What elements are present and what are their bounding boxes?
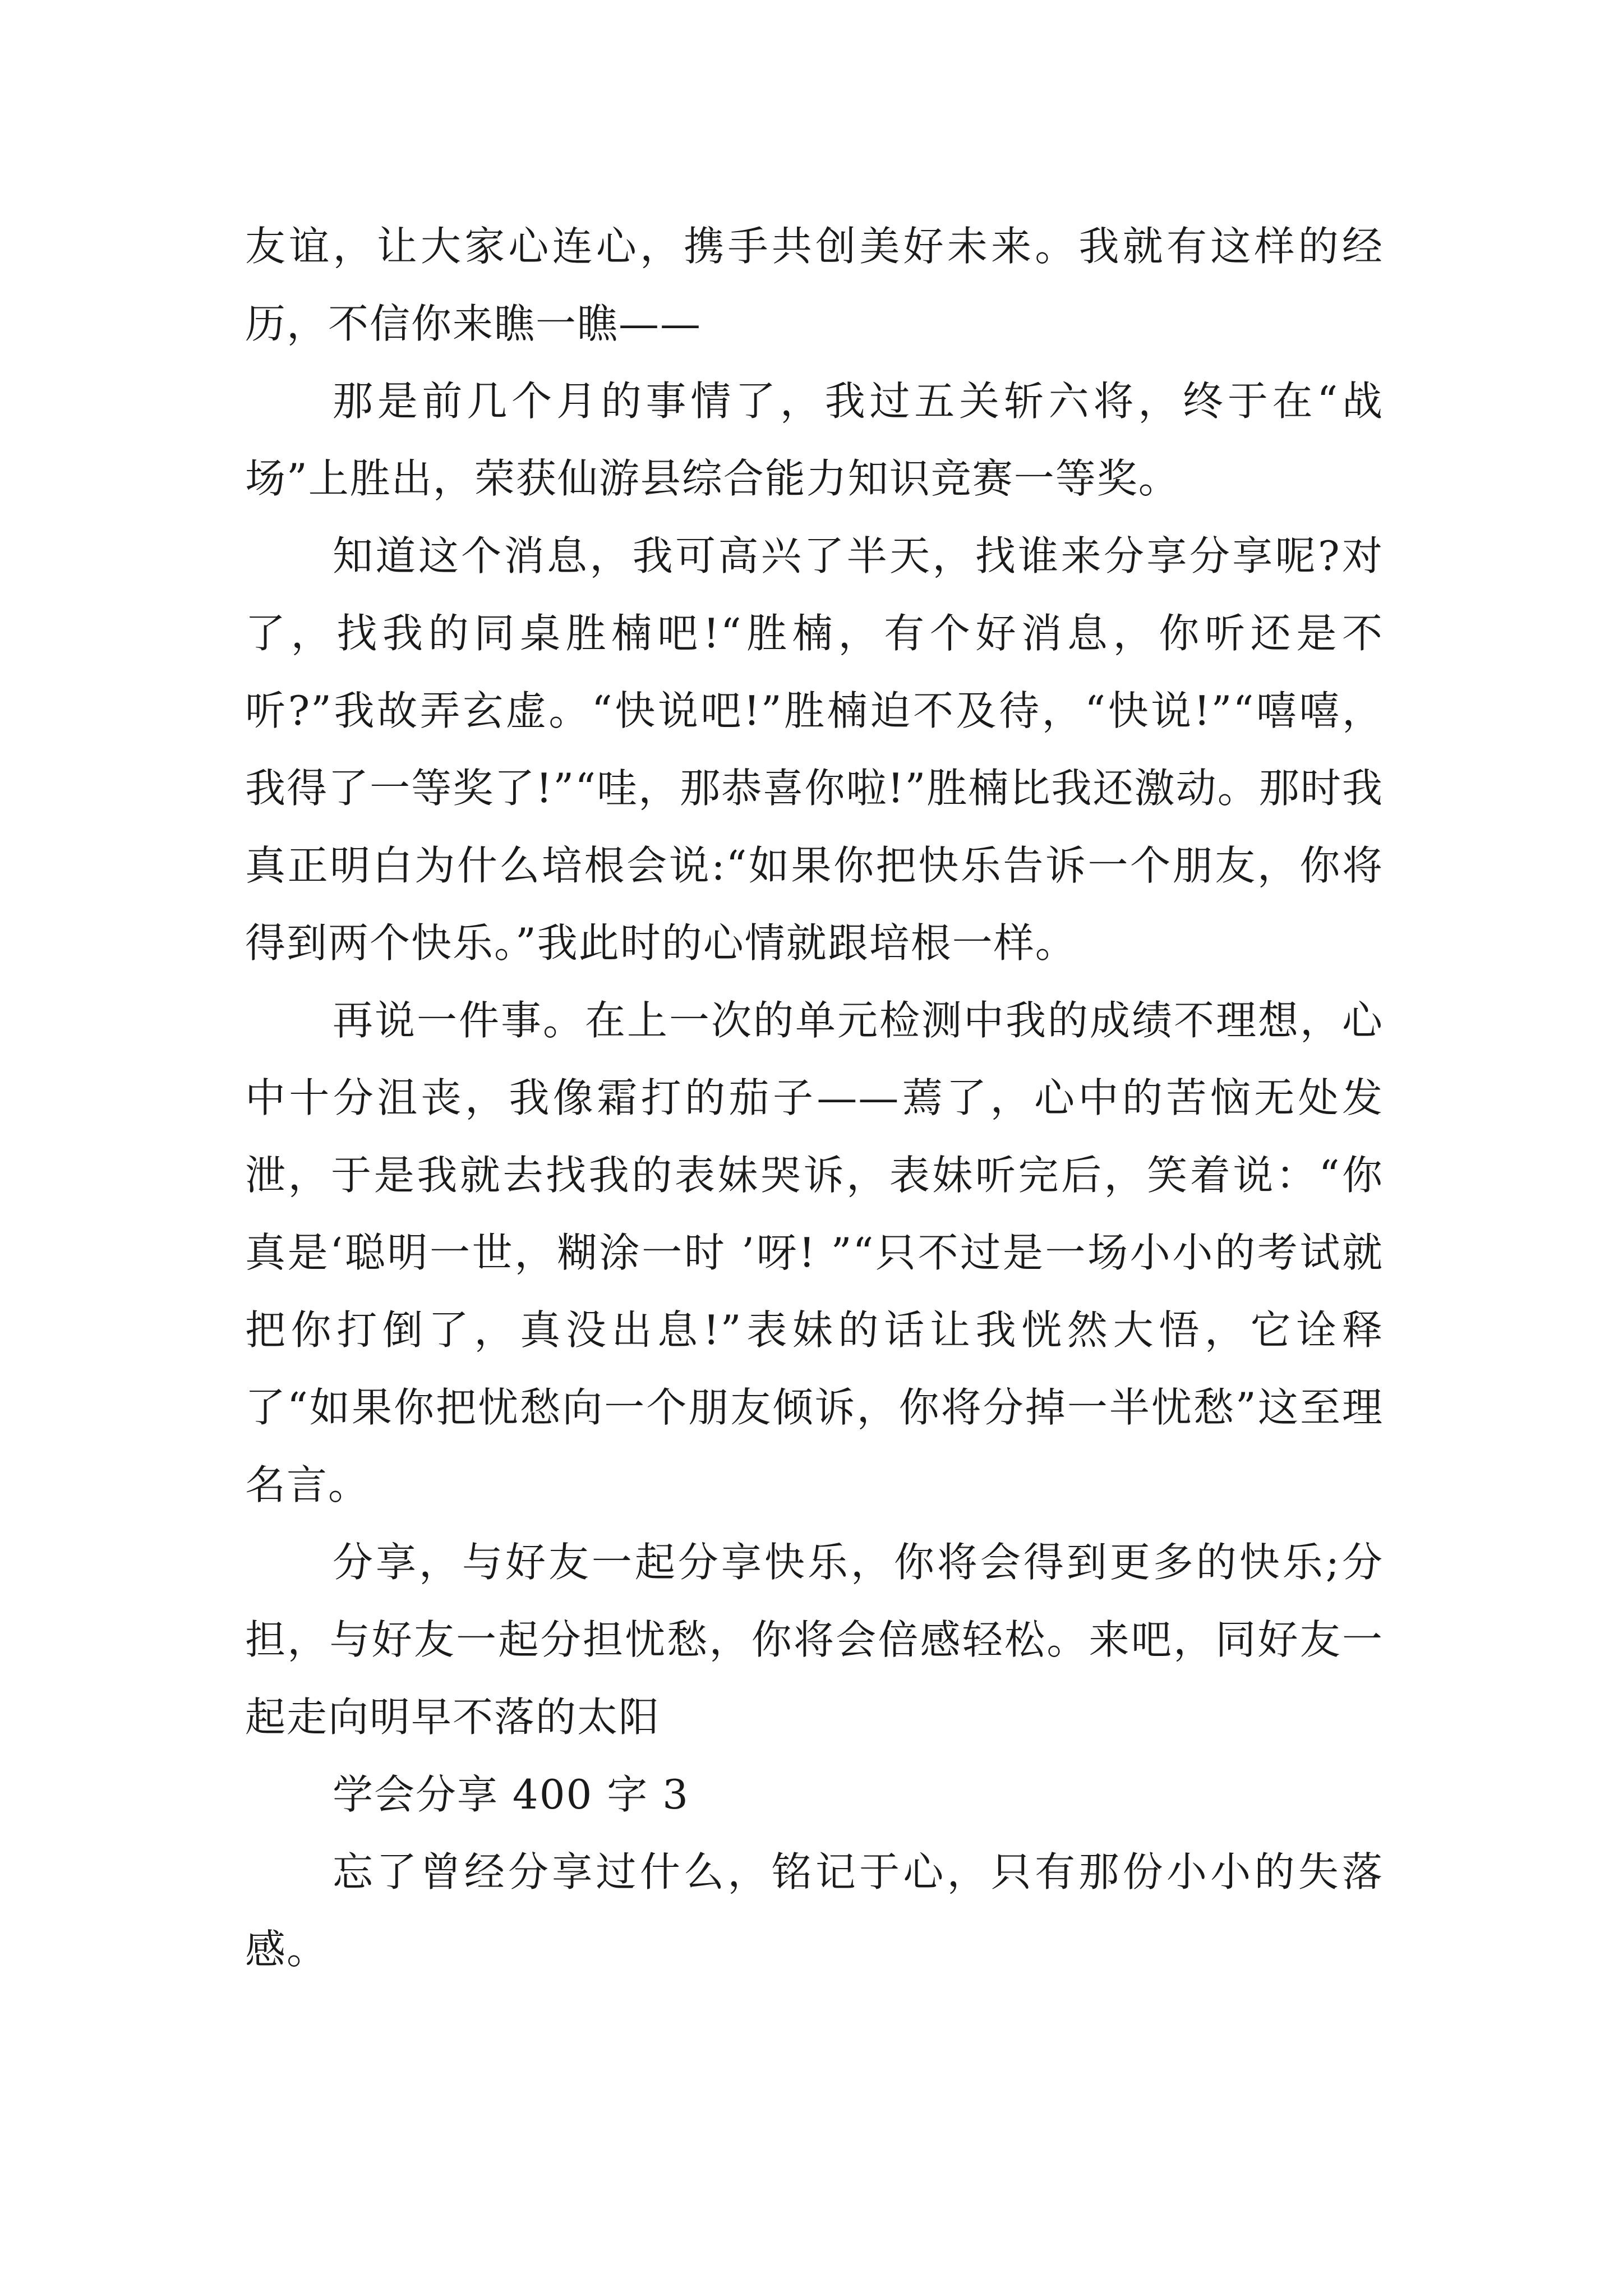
paragraph: 再说一件事。在上一次的单元检测中我的成绩不理想，心中十分沮丧，我像霜打的茄子——蔫了，心中的苦恼无处发泄，于是我就去找我的表妹哭诉，表妹听完后，笑着说：“你真是‘聪明一世，糊涂一时 ’呀! ”“只不过是一场小小的考试就把你打倒了，真没出息!”表妹的话让我恍然大悟，它诠释了“如果你把忧愁向一个朋友倾诉，你将分掉一半忧愁”这至理名言。 — [245, 997, 1384, 1508]
section-heading: 学会分享 400 字 3 — [333, 1771, 689, 1818]
document-body — [245, 208, 1384, 1988]
paragraph: 那是前几个月的事情了，我过五关斩六将，终于在“战场”上胜出，荣获仙游县综合能力知识竞赛一等奖。 — [245, 378, 1384, 502]
paragraph: 友谊，让大家心连心，携手共创美好未来。我就有这样的经历，不信你来瞧一瞧—— — [245, 223, 1384, 347]
paragraph: 分享，与好友一起分享快乐，你将会得到更多的快乐;分担，与好友一起分担忧愁，你将会倍感轻松。来吧，同好友一起走向明早不落的太阳 — [245, 1539, 1384, 1741]
paragraph: 知道这个消息，我可高兴了半天，找谁来分享分享呢?对了，找我的同桌胜楠吧!“胜楠，有个好消息，你听还是不听?”我故弄玄虚。“快说吧!”胜楠迫不及待，“快说!”“嘻嘻，我得了一等奖了!”“哇，那恭喜你啦!”胜楠比我还激动。那时我真正明白为什么培根会说:“如果你把快乐告诉一个朋友，你将得到两个快乐。”我此时的心情就跟培根一样。 — [245, 532, 1384, 967]
paragraph: 忘了曾经分享过什么，铭记于心，只有那份小小的失落感。 — [245, 1848, 1384, 1973]
